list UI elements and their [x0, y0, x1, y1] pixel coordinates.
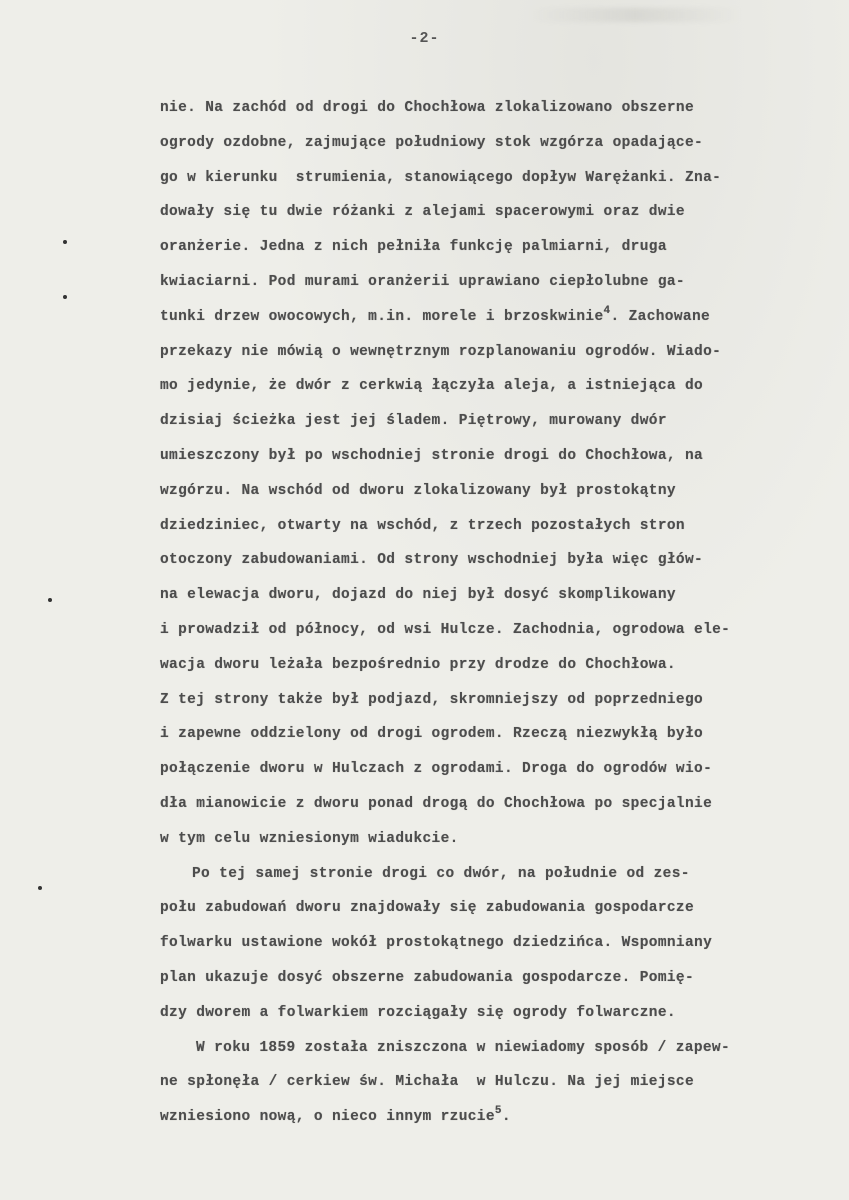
text-line-content: Z tej strony także był podjazd, skromniejszy od poprzedniego: [160, 691, 704, 708]
text-line: [160, 235, 820, 270]
text-line: [160, 305, 820, 340]
body-text: [160, 96, 820, 1140]
text-line: [160, 270, 820, 305]
text-line-content: wacja dworu leżała bezpośrednio przy drodze do Chochłowa.: [160, 656, 676, 673]
text-line-content: dzisiaj ścieżka jest jej śladem. Piętrowy, murowany dwór: [160, 413, 667, 430]
text-line: [160, 653, 820, 688]
text-line: [160, 1036, 820, 1071]
text-line-content: w tym celu wzniesionym wiadukcie.: [160, 830, 459, 847]
text-line-content: i prowadził od północy, od wsi Hulcze. Zachodnia, ogrodowa ele-: [160, 621, 731, 638]
text-line-content: ogrody ozdobne, zajmujące południowy stok wzgórza opadające-: [160, 134, 704, 151]
text-line-content: i zapewne oddzielony od drogi ogrodem. Rzeczą niezwykłą było: [160, 726, 704, 743]
text-line-content: dzy dworem a folwarkiem rozciągały się ogrody folwarczne.: [160, 1004, 676, 1021]
text-line: [160, 688, 820, 723]
text-line: [160, 827, 820, 862]
margin-mark: [38, 886, 42, 890]
text-line: [160, 409, 820, 444]
text-line: [160, 479, 820, 514]
text-line-content: folwarku ustawione wokół prostokątnego dziedzińca. Wspomniany: [160, 935, 713, 952]
text-line: [160, 792, 820, 827]
text-line-content: ne spłonęła / cerkiew św. Michała w Hulczu. Na jej miejsce: [160, 1074, 695, 1091]
text-line-content: przekazy nie mówią o wewnętrznym rozplanowaniu ogrodów. Wiado-: [160, 343, 722, 360]
text-line: [160, 200, 820, 235]
text-line-content: na elewacja dworu, dojazd do niej był dosyć skomplikowany: [160, 587, 676, 604]
text-line: [160, 514, 820, 549]
text-line-content: dziedziniec, otwarty na wschód, z trzech pozostałych stron: [160, 517, 685, 534]
margin-mark: [63, 240, 67, 244]
text-line: [160, 896, 820, 931]
text-line: [160, 583, 820, 618]
text-line: [160, 757, 820, 792]
text-line-content: otoczony zabudowaniami. Od strony wschodniej była więc głów-: [160, 552, 704, 569]
text-line: [160, 548, 820, 583]
page-number: -2-: [409, 30, 440, 47]
text-line-content: go w kierunku strumienia, stanowiącego dopływ Warężanki. Zna-: [160, 169, 722, 186]
text-line-content: połączenie dworu w Hulczach z ogrodami. Droga do ogrodów wio-: [160, 761, 713, 778]
footnote-marker: 5: [494, 1105, 502, 1118]
text-line-tail: .: [501, 1109, 511, 1126]
text-line-content: mo jedynie, że dwór z cerkwią łączyła aleja, a istniejąca do: [160, 378, 704, 395]
margin-mark: [63, 295, 67, 299]
text-line-content: W roku 1859 została zniszczona w niewiadomy sposób / zapew-: [196, 1039, 731, 1056]
text-line: [160, 374, 820, 409]
text-line-content: dła mianowicie z dworu ponad drogą do Chochłowa po specjalnie: [160, 795, 713, 812]
text-line-content: wzgórzu. Na wschód od dworu zlokalizowany był prostokątny: [160, 482, 676, 499]
text-line: [160, 931, 820, 966]
text-line-content: połu zabudowań dworu znajdowały się zabudowania gospodarcze: [160, 900, 695, 917]
text-line: [160, 1070, 820, 1105]
scan-artifact: [530, 8, 740, 22]
text-line: [160, 131, 820, 166]
text-line: [160, 1001, 820, 1036]
text-line: [160, 96, 820, 131]
margin-mark: [48, 598, 52, 602]
text-line-tail: . Zachowane: [610, 308, 711, 325]
text-line: [160, 862, 820, 897]
text-line-content: tunki drzew owocowych, m.in. morele i brzoskwinie: [160, 308, 604, 325]
text-line-content: wzniesiono nową, o nieco innym rzucie: [160, 1109, 495, 1126]
text-line: [160, 722, 820, 757]
text-line-content: Po tej samej stronie drogi co dwór, na południe od zes-: [192, 865, 690, 882]
text-line-content: nie. Na zachód od drogi do Chochłowa zlokalizowano obszerne: [160, 100, 695, 116]
text-line-content: plan ukazuje dosyć obszerne zabudowania gospodarcze. Pomię-: [160, 969, 695, 986]
text-line-content: umieszczony był po wschodniej stronie drogi do Chochłowa, na: [160, 447, 704, 464]
text-line: [160, 618, 820, 653]
footnote-marker: 4: [603, 304, 611, 317]
text-line: [160, 966, 820, 1001]
text-line: [160, 1105, 820, 1140]
text-line: [160, 166, 820, 201]
text-line: [160, 340, 820, 375]
text-line-content: oranżerie. Jedna z nich pełniła funkcję palmiarni, druga: [160, 239, 667, 256]
text-line-content: kwiaciarni. Pod murami oranżerii uprawiano ciepłolubne ga-: [160, 273, 685, 290]
text-line-content: dowały się tu dwie różanki z alejami spacerowymi oraz dwie: [160, 204, 685, 221]
text-line: [160, 444, 820, 479]
